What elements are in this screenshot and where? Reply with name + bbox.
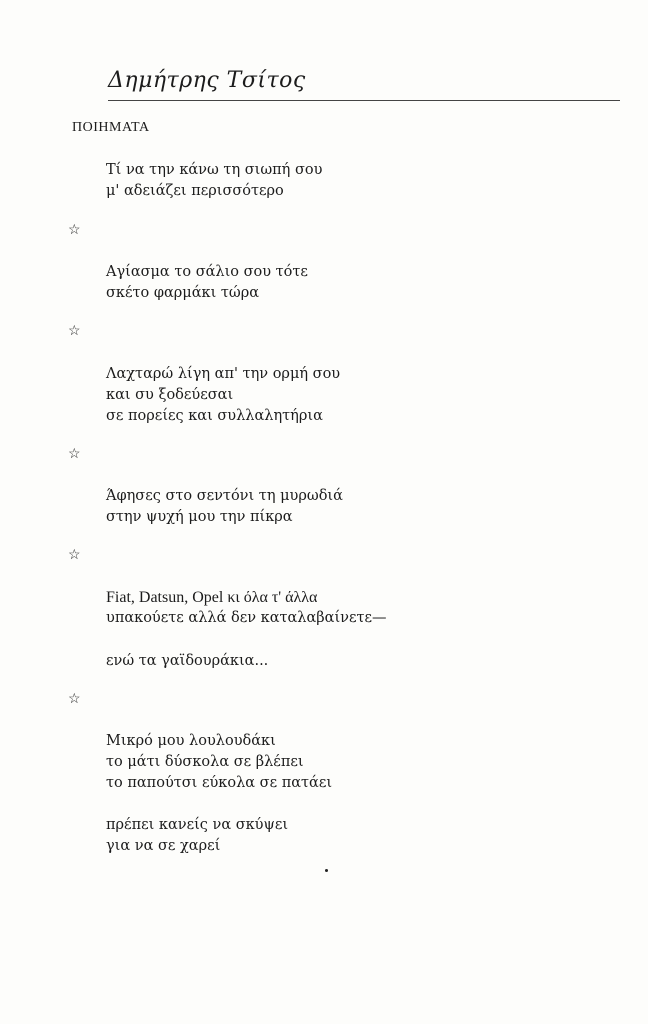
star-separator-icon: ☆ xyxy=(68,691,81,707)
poem-line: στην ψυχή μου την πίκρα xyxy=(106,509,293,525)
poem-line: και συ ξοδεύεσαι xyxy=(106,387,234,403)
poem-5-coda xyxy=(106,651,268,672)
poem-line: Τί να την κάνω τη σιωπή σου xyxy=(106,162,323,178)
poem-line: Μικρό μου λουλουδάκι xyxy=(106,733,276,749)
poem-line: για να σε χαρεί xyxy=(106,838,221,854)
poem-5 xyxy=(106,587,387,629)
poem-6 xyxy=(106,731,332,794)
poem-line: το μάτι δύσκολα σε βλέπει xyxy=(106,754,304,770)
poem-line: Άφησες στο σεντόνι τη μυρωδιά xyxy=(106,488,343,504)
poem-line: το παπούτσι εύκολα σε πατάει xyxy=(106,775,333,791)
poem-2 xyxy=(106,262,308,304)
star-separator-icon: ☆ xyxy=(68,323,81,339)
poem-line: Λαχταρώ λίγη απ' την ορμή σου xyxy=(106,366,341,382)
header-rule xyxy=(108,100,620,101)
poem-line: πρέπει κανείς να σκύψει xyxy=(106,817,289,833)
end-mark xyxy=(325,869,328,872)
poem-line: Αγίασμα το σάλιο σου τότε xyxy=(106,264,308,280)
star-separator-icon: ☆ xyxy=(68,446,81,462)
star-separator-icon: ☆ xyxy=(68,222,81,238)
poem-6-coda xyxy=(106,815,288,857)
poem-1 xyxy=(106,160,322,202)
poem-3 xyxy=(106,364,340,427)
author-name: Δημήτρης Τσίτος xyxy=(108,68,306,93)
poem-line: ενώ τα γαϊδουράκια... xyxy=(106,653,269,669)
poem-line: υπακούετε αλλά δεν καταλαβαίνετε— xyxy=(106,610,387,626)
star-separator-icon: ☆ xyxy=(68,547,81,563)
poem-line: μ' αδειάζει περισσότερο xyxy=(106,183,284,199)
section-title: ΠΟΙΗΜΑΤΑ xyxy=(72,120,150,135)
poem-line: Fiat, Datsun, Opel κι όλα τ' άλλα xyxy=(106,589,318,606)
poem-4 xyxy=(106,486,343,528)
poem-line: σε πορείες και συλλαλητήρια xyxy=(106,408,323,424)
poem-line: σκέτο φαρμάκι τώρα xyxy=(106,285,260,301)
